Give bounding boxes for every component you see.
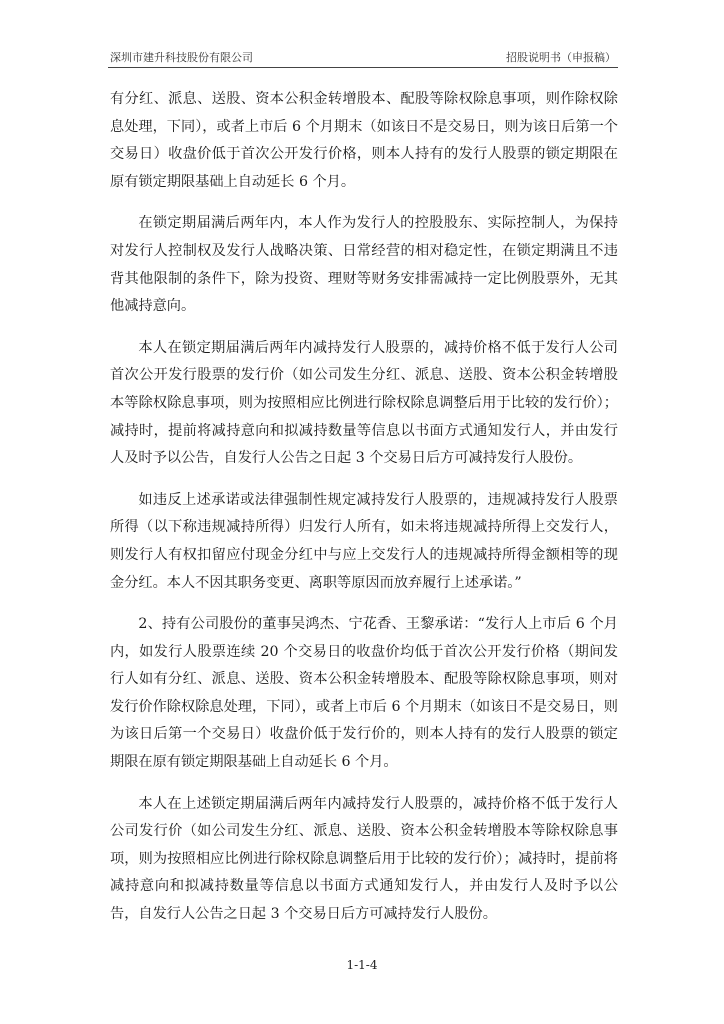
- paragraph-6: 本人在上述锁定期届满后两年内减持发行人股票的，减持价格不低于发行人公司发行价（如公司发生分红、派息、送股、资本公积金转增股本等除权除息事项，则为按照相应比例进行除权除息调整后用于比较的发行价）；减持时，提前将减持意向和拟减持数量等信息以书面方式通知发行人，并由发行人及时予以公告，自发行人公告之日起 3 个交易日后方可减持发行人股份。: [110, 795, 618, 923]
- paragraph-2: 在锁定期届满后两年内，本人作为发行人的控股股东、实际控制人，为保持对发行人控制权及发行人战略决策、日常经营的相对稳定性，在锁定期满且不违背其他限制的条件下，除为投资、理财等财务安排需减持一定比例股票外，无其他减持意向。: [110, 215, 618, 315]
- paragraph-5: 2、持有公司股份的董事吴鸿杰、宁花香、王黎承诺：“发行人上市后 6 个月内，如发行人股票连续 20 个交易日的收盘价均低于首次公开发行价格（期间发行人如有分红、派息、送股、资本公积金转增股本、配股等除权除息事项，则对发行价作除权除息处理，下同），或者上市后 6 个月期末（如该日不是交易日，则为该日后第一个交易日）收盘价低于发行价的，则本人持有的发行人股票的锁定期限在原有锁定期限基础上自动延长 6 个月。: [110, 616, 618, 771]
- page-number: 1-1-4: [346, 958, 378, 972]
- header-divider: [108, 67, 618, 68]
- header-company-name: 深圳市建升科技股份有限公司: [110, 51, 253, 64]
- paragraph-4: 如违反上述承诺或法律强制性规定减持发行人股票的，违规减持发行人股票所得（以下称违规减持所得）归发行人所有，如未将违规减持所得上交发行人，则发行人有权扣留应付现金分红中与应上交发行人的违规减持所得金额相等的现金分红。本人不因其职务变更、离职等原因而放弃履行上述承诺。”: [110, 491, 618, 591]
- document-body: [110, 86, 618, 943]
- page-header: [110, 49, 616, 67]
- header-document-type: 招股说明书（申报稿）: [506, 51, 616, 64]
- paragraph-3: 本人在锁定期届满后两年内减持发行人股票的，减持价格不低于发行人公司首次公开发行股票的发行价（如公司发生分红、派息、送股、资本公积金转增股本等除权除息事项，则为按照相应比例进行除权除息调整后用于比较的发行价）；减持时，提前将减持意向和拟减持数量等信息以书面方式通知发行人，并由发行人及时予以公告，自发行人公告之日起 3 个交易日后方可减持发行人股份。: [110, 339, 618, 467]
- paragraph-1: 有分红、派息、送股、资本公积金转增股本、配股等除权除息事项，则作除权除息处理，下同），或者上市后 6 个月期末（如该日不是交易日，则为该日后第一个交易日）收盘价低于首次公开发行价格，则本人持有的发行人股票的锁定期限在原有锁定期限基础上自动延长 6 个月。: [110, 91, 618, 190]
